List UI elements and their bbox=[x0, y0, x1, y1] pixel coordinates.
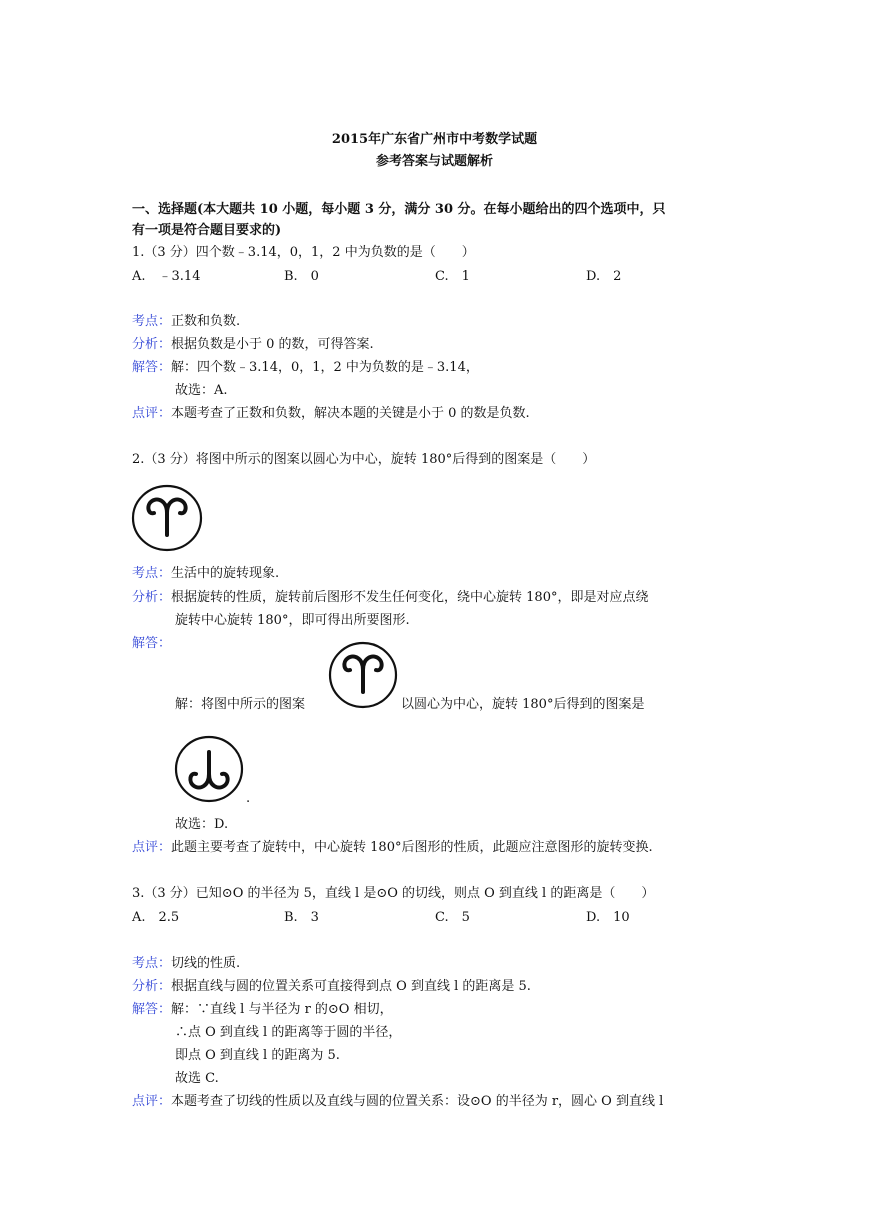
q3-stem: 3.（3 分）已知⊙O 的半径为 5，直线 l 是⊙O 的切线，则点 O 到直线 l 的距离是（ ） bbox=[132, 886, 655, 901]
q3-dianping-text: 本题考查了切线的性质以及直线与圆的位置关系：设⊙O 的半径为 r，圆心 O 到直线 l bbox=[171, 1094, 664, 1109]
q3-fenxi-text: 根据直线与圆的位置关系可直接得到点 O 到直线 l 的距离是 5. bbox=[171, 979, 531, 994]
q2-jieda-dot: . bbox=[246, 791, 251, 806]
fenxi-label: 分析： bbox=[132, 590, 172, 605]
q1-option-b: B. 0 bbox=[284, 269, 319, 284]
q1-kaodian bbox=[132, 313, 240, 331]
q2-dianping-text: 此题主要考查了旋转中，中心旋转 180°后图形的性质，此题应注意图形的旋转变换. bbox=[171, 840, 653, 855]
q2-solution-rotated-figure bbox=[173, 734, 245, 804]
q2-jieda bbox=[132, 635, 171, 653]
q2-fenxi-line2: 旋转中心旋转 180°，即可得出所要图形. bbox=[175, 613, 410, 628]
q3-jieda-line2: ∴点 O 到直线 l 的距离等于圆的半径， bbox=[175, 1025, 402, 1040]
q2-dianping bbox=[132, 839, 653, 857]
q3-option-d: D. 10 bbox=[586, 910, 630, 925]
section-heading-line1: 一、选择题(本大题共 10 小题，每小题 3 分，满分 30 分。在每小题给出的四个选项中，只 bbox=[132, 202, 666, 217]
q3-kaodian bbox=[132, 955, 240, 973]
kaodian-label: 考点： bbox=[132, 956, 172, 971]
dianping-label: 点评： bbox=[132, 840, 172, 855]
q3-jieda-text: 解：∵直线 l 与半径为 r 的⊙O 相切， bbox=[171, 1002, 393, 1017]
q3-dianping bbox=[132, 1093, 663, 1111]
q1-dianping bbox=[132, 405, 530, 423]
q3-answer: 故选 C. bbox=[175, 1071, 219, 1086]
q3-option-a: A. 2.5 bbox=[132, 910, 180, 925]
q1-fenxi-text: 根据负数是小于 0 的数，可得答案. bbox=[171, 337, 374, 352]
fenxi-label: 分析： bbox=[132, 337, 172, 352]
q2-fenxi-text: 根据旋转的性质，旋转前后图形不发生任何变化，绕中心旋转 180°，即是对应点绕 bbox=[171, 590, 649, 605]
q3-jieda-line3: 即点 O 到直线 l 的距离为 5. bbox=[175, 1048, 340, 1063]
q1-option-c: C. 1 bbox=[435, 269, 470, 284]
q2-aries-figure bbox=[130, 483, 204, 553]
q1-fenxi bbox=[132, 336, 374, 354]
kaodian-label: 考点： bbox=[132, 314, 172, 329]
q2-fenxi bbox=[132, 589, 648, 607]
q2-kaodian-text: 生活中的旋转现象. bbox=[171, 566, 280, 581]
q1-kaodian-text: 正数和负数. bbox=[171, 314, 241, 329]
jieda-label: 解答： bbox=[132, 1002, 172, 1017]
q3-jieda bbox=[132, 1001, 393, 1019]
q3-option-c: C. 5 bbox=[435, 910, 470, 925]
q2-jieda-post: 以圆心为中心，旋转 180°后得到的图案是 bbox=[401, 697, 645, 712]
q1-stem: 1.（3 分）四个数﹣3.14，0，1，2 中为负数的是（ ） bbox=[132, 245, 475, 260]
dianping-label: 点评： bbox=[132, 1094, 172, 1109]
q3-fenxi bbox=[132, 978, 531, 996]
q1-option-a: A. ﹣3.14 bbox=[132, 269, 201, 284]
jieda-label: 解答： bbox=[132, 636, 172, 651]
q2-kaodian bbox=[132, 565, 279, 583]
q2-solution-original-figure bbox=[327, 640, 399, 710]
page-subtitle: 参考答案与试题解析 bbox=[375, 154, 493, 169]
q1-jieda bbox=[132, 359, 479, 377]
q2-answer: 故选：D. bbox=[175, 817, 229, 832]
q1-jieda-text: 解：四个数﹣3.14，0，1，2 中为负数的是﹣3.14， bbox=[171, 360, 479, 375]
q3-option-b: B. 3 bbox=[284, 910, 319, 925]
section-heading-line2: 有一项是符合题目要求的) bbox=[132, 223, 282, 238]
q1-option-d: D. 2 bbox=[586, 269, 622, 284]
page-title: 2015年广东省广州市中考数学试题 bbox=[331, 132, 538, 147]
jieda-label: 解答： bbox=[132, 360, 172, 375]
q3-kaodian-text: 切线的性质. bbox=[171, 956, 241, 971]
dianping-label: 点评： bbox=[132, 406, 172, 421]
q1-dianping-text: 本题考查了正数和负数，解决本题的关键是小于 0 的数是负数. bbox=[171, 406, 530, 421]
q2-jieda-pre: 解：将图中所示的图案 bbox=[175, 697, 306, 712]
q2-stem: 2.（3 分）将图中所示的图案以圆心为中心，旋转 180°后得到的图案是（ ） bbox=[132, 452, 596, 467]
kaodian-label: 考点： bbox=[132, 566, 172, 581]
fenxi-label: 分析： bbox=[132, 979, 172, 994]
q1-answer: 故选：A. bbox=[175, 383, 228, 398]
